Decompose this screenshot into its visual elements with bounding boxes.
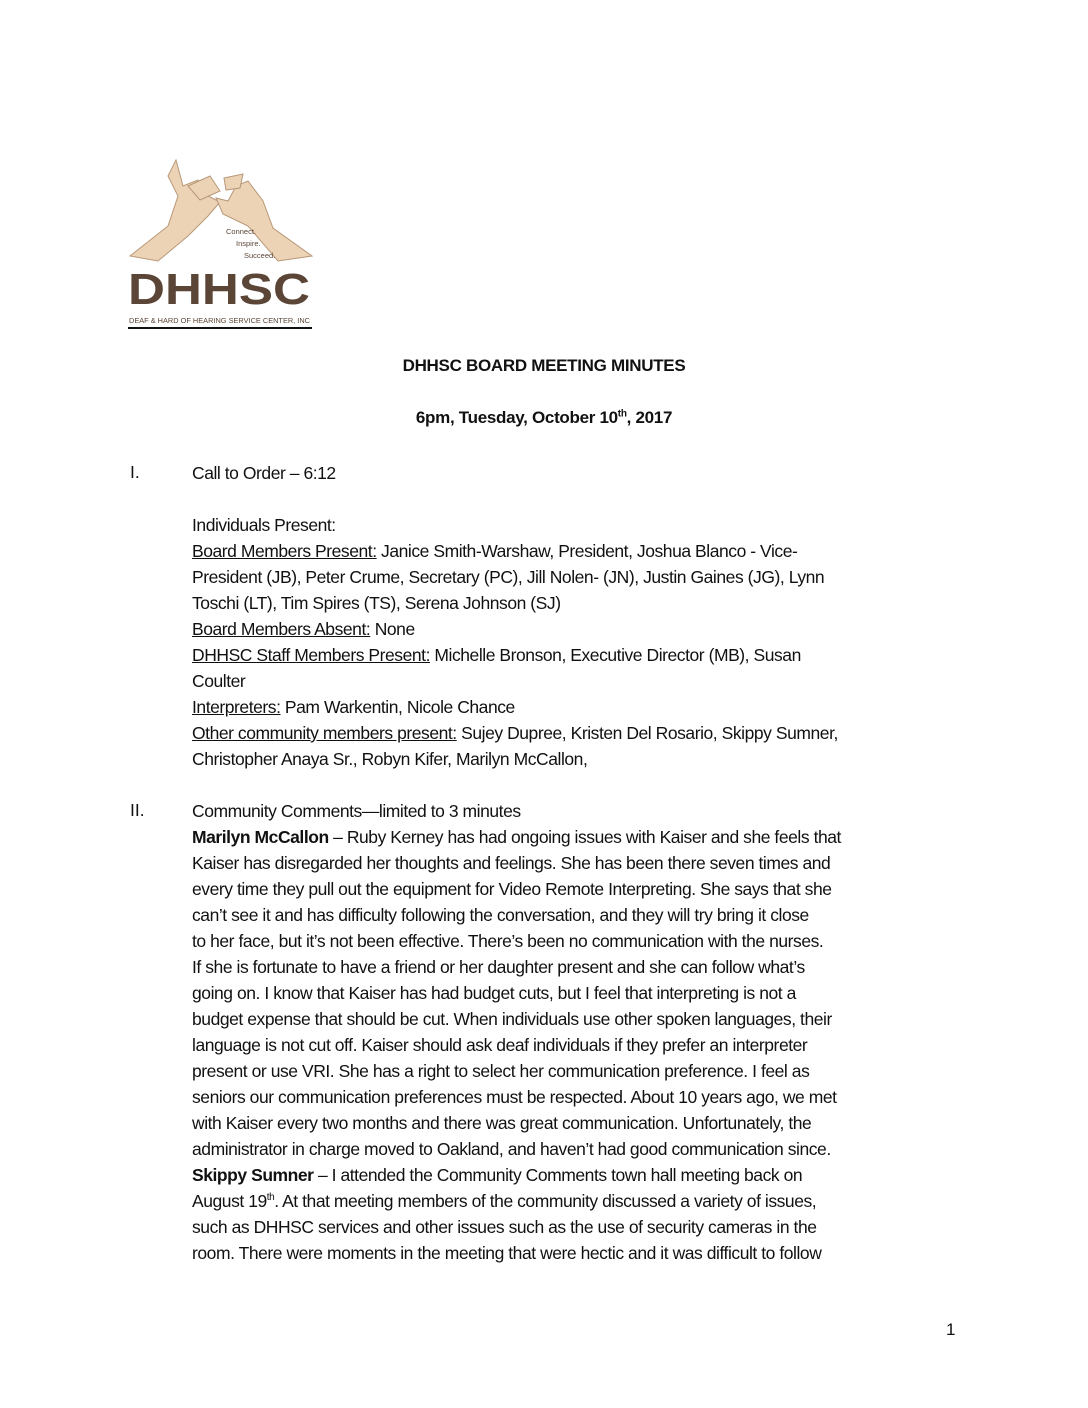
field-label: Interpreters:	[192, 697, 281, 717]
text-segment: such as DHHSC services and other issues such as the use of security cameras in the	[192, 1217, 817, 1237]
text-line	[192, 460, 336, 486]
logo-full-name: DEAF & HARD OF HEARING SERVICE CENTER, INC	[129, 318, 310, 325]
text-segment: Pam Warkentin, Nicole Chance	[280, 697, 515, 717]
text-segment: President (JB), Peter Crume, Secretary (PC), Jill Nolen- (JN), Justin Gaines (JG), Lynn	[192, 567, 825, 587]
document-title: DHHSC BOARD MEETING MINUTES	[402, 356, 686, 375]
text-line	[192, 538, 797, 564]
text-segment: administrator in charge moved to Oakland, and haven’t had good communication since.	[192, 1139, 831, 1159]
text-line	[192, 1032, 807, 1058]
text-line	[192, 668, 245, 694]
text-line	[192, 1188, 816, 1214]
text-segment: present or use VRI. She has a right to select her communication preference. I feel as	[192, 1061, 810, 1081]
dhhsc-logo	[128, 156, 314, 330]
text-line	[192, 876, 832, 902]
field-label: Board Members Absent:	[192, 619, 371, 639]
text-line	[192, 824, 841, 850]
meeting-date	[0, 408, 1088, 428]
text-segment: language is not cut off. Kaiser should ask deaf individuals if they prefer an interpreter	[192, 1035, 808, 1055]
text-line	[192, 746, 587, 772]
speaker-name: Marilyn McCallon	[192, 827, 329, 847]
logo-tagline-1: Connect.	[226, 227, 257, 236]
text-line	[192, 980, 796, 1006]
text-segment: Sujey Dupree, Kristen Del Rosario, Skippy Sumner,	[456, 723, 838, 743]
text-line	[192, 590, 561, 616]
text-segment: with Kaiser every two months and there was great communication. Unfortunately, the	[192, 1113, 812, 1133]
text-segment: to her face, but it’s not been effective. There’s been no communication with the nurses.	[192, 931, 824, 951]
text-segment: Individuals Present:	[192, 515, 336, 535]
text-segment: Christopher Anaya Sr., Robyn Kifer, Marilyn McCallon,	[192, 749, 588, 769]
section-numeral: I.	[130, 462, 140, 482]
field-label: DHHSC Staff Members Present:	[192, 645, 430, 665]
text-segment: – I attended the Community Comments town hall meeting back on	[313, 1165, 803, 1185]
text-segment: If she is fortunate to have a friend or her daughter present and she can follow what’s	[192, 957, 805, 977]
text-segment: seniors our communication preferences must be respected. About 10 years ago, we met	[192, 1087, 837, 1107]
text-segment: . At that meeting members of the community discussed a variety of issues,	[274, 1191, 817, 1211]
text-line	[192, 1006, 832, 1032]
text-line	[192, 512, 336, 538]
text-line	[192, 616, 415, 642]
text-segment: None	[370, 619, 415, 639]
text-segment: can’t see it and has difficulty following the conversation, and they will try bring it close	[192, 905, 809, 925]
text-line	[192, 642, 801, 668]
text-line	[192, 1240, 821, 1266]
logo-tagline-2: Inspire.	[236, 239, 261, 248]
text-line	[192, 564, 824, 590]
text-segment: – Ruby Kerney has had ongoing issues with Kaiser and she feels that	[328, 827, 841, 847]
text-line	[192, 1162, 802, 1188]
text-segment: th	[266, 1192, 275, 1204]
text-segment: Kaiser has disregarded her thoughts and feelings. She has been there seven times and	[192, 853, 831, 873]
text-line	[192, 720, 838, 746]
text-line	[192, 928, 823, 954]
text-segment: going on. I know that Kaiser has had budget cuts, but I feel that interpreting is not a	[192, 983, 796, 1003]
text-segment: Michelle Bronson, Executive Director (MB), Susan	[430, 645, 801, 665]
text-line	[192, 1214, 817, 1240]
text-segment: August 19	[192, 1191, 267, 1211]
text-line	[192, 798, 521, 824]
text-line	[192, 1136, 831, 1162]
date-year: , 2017	[626, 408, 673, 427]
page-number: 1	[946, 1320, 956, 1339]
text-segment: room. There were moments in the meeting that were hectic and it was difficult to follow	[192, 1243, 822, 1263]
text-segment: budget expense that should be cut. When individuals use other spoken languages, their	[192, 1009, 832, 1029]
text-segment: Community Comments—limited to 3 minutes	[192, 801, 521, 821]
text-segment: Coulter	[192, 671, 246, 691]
text-segment: Toschi (LT), Tim Spires (TS), Serena Johnson (SJ)	[192, 593, 561, 613]
text-line	[192, 694, 515, 720]
logo-tagline-3: Succeed.	[244, 251, 276, 260]
field-label: Other community members present:	[192, 723, 457, 743]
date-text: 6pm, Tuesday, October 10	[415, 408, 618, 427]
text-segment: every time they pull out the equipment for Video Remote Interpreting. She says that she	[192, 879, 832, 899]
field-label: Board Members Present:	[192, 541, 377, 561]
text-line	[192, 850, 830, 876]
text-line	[192, 902, 809, 928]
date-superscript: th	[617, 408, 627, 420]
text-line	[192, 1058, 809, 1084]
text-line	[192, 954, 805, 980]
section-numeral: II.	[130, 800, 145, 820]
logo-name: DHHSC	[128, 265, 310, 314]
text-line	[192, 1110, 811, 1136]
text-line	[192, 1084, 837, 1110]
text-segment: Janice Smith-Warshaw, President, Joshua Blanco - Vice-	[376, 541, 798, 561]
speaker-name: Skippy Sumner	[192, 1165, 314, 1185]
text-segment: Call to Order – 6:12	[192, 463, 336, 483]
